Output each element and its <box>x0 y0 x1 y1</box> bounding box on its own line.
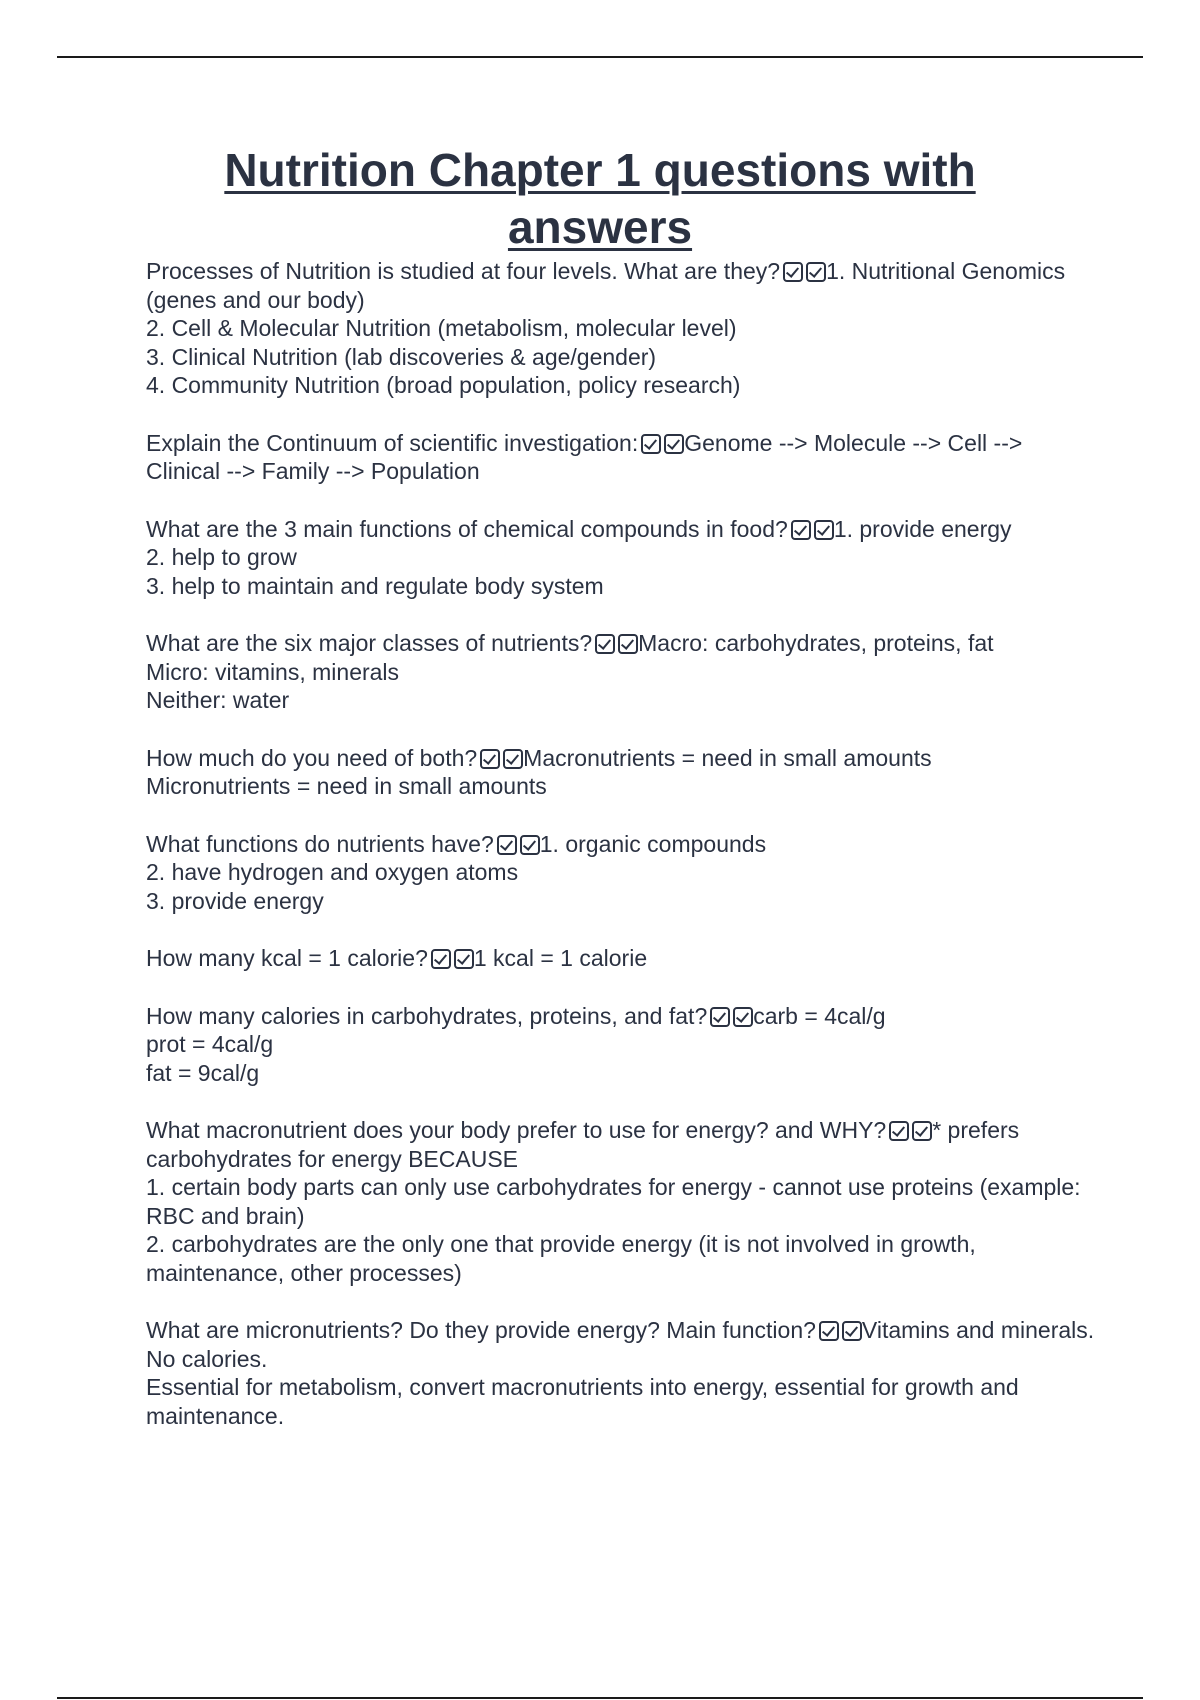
header-rule <box>57 56 1143 58</box>
question-text: Processes of Nutrition is studied at four levels. What are they? <box>146 258 781 284</box>
qa-item <box>146 830 1096 916</box>
qa-first-line <box>146 515 1096 544</box>
qa-first-line <box>146 1116 1096 1173</box>
qa-first-line <box>146 830 1096 859</box>
checkbox-icon <box>454 949 474 969</box>
answer-line: Vitamins and minerals. No calories. <box>146 1317 1095 1372</box>
checkbox-icon <box>791 520 811 540</box>
checkbox-icon <box>431 949 451 969</box>
checkbox-icon <box>814 520 834 540</box>
answer-line: 1. organic compounds <box>539 830 767 857</box>
question-text: What are the six major classes of nutrients? <box>146 630 593 656</box>
answer-line: 3. Clinical Nutrition (lab discoveries & age/gender) <box>146 343 657 370</box>
answer-line: 1. Nutritional Genomics (genes and our body) <box>146 258 1066 313</box>
qa-first-line <box>146 629 1096 658</box>
answer-line: Neither: water <box>146 687 290 713</box>
answer-line: fat = 9cal/g <box>146 1059 260 1086</box>
checkbox-icon <box>733 1007 753 1027</box>
answer-line: Macro: carbohydrates, proteins, fat <box>638 630 994 656</box>
checkbox-icon <box>819 1321 839 1341</box>
footer-rule <box>57 1697 1143 1699</box>
answer-line: 2. have hydrogen and oxygen atoms <box>146 859 519 885</box>
title-line-1: Nutrition Chapter 1 questions with <box>224 144 976 196</box>
checkbox-icon <box>889 1121 909 1141</box>
answer-line: 1. certain body parts can only use carbohydrates for energy - cannot use proteins (example: RBC and brain) <box>146 1174 1081 1229</box>
checkbox-icon <box>618 634 638 654</box>
question-text: How much do you need of both? <box>146 744 478 771</box>
qa-item <box>146 1316 1096 1430</box>
checkbox-icon <box>912 1121 932 1141</box>
question-text: How many kcal = 1 calorie? <box>146 945 428 971</box>
question-text: What are micronutrients? Do they provide energy? Main function? <box>146 1317 816 1343</box>
question-text: Explain the Continuum of scientific investigation: <box>146 429 639 456</box>
qa-first-line <box>146 744 1096 773</box>
qa-item <box>146 1116 1096 1287</box>
answer-line: 3. help to maintain and regulate body system <box>146 572 604 599</box>
answer-line: Macronutrients = need in small amounts <box>523 744 932 771</box>
answer-line: 2. carbohydrates are the only one that provide energy (it is not involved in growth, maintenance, other processes) <box>146 1231 976 1286</box>
title-line-2: answers <box>507 201 693 253</box>
qa-first-line <box>146 944 1096 973</box>
answer-line: 3. provide energy <box>146 887 324 914</box>
answer-line: prot = 4cal/g <box>146 1031 274 1057</box>
question-text: How many calories in carbohydrates, proteins, and fat? <box>146 1002 708 1029</box>
answer-line: Micronutrients = need in small amounts <box>146 773 547 799</box>
qa-item <box>146 257 1096 400</box>
checkbox-icon <box>842 1321 862 1341</box>
qa-item <box>146 744 1096 801</box>
answer-line: 4. Community Nutrition (broad population, policy research) <box>146 372 741 398</box>
question-text: What functions do nutrients have? <box>146 830 494 857</box>
checkbox-icon <box>806 262 826 282</box>
qa-item <box>146 944 1096 973</box>
answer-line: 2. help to grow <box>146 544 297 570</box>
answer-line: Genome --> Molecule --> Cell --> Clinical --> Family --> Population <box>146 429 1023 484</box>
qa-item <box>146 629 1096 715</box>
qa-item <box>146 515 1096 601</box>
checkbox-icon <box>664 434 684 454</box>
qa-item <box>146 1002 1096 1088</box>
answer-line: 1 kcal = 1 calorie <box>473 945 648 971</box>
qa-first-line <box>146 1002 1096 1031</box>
checkbox-icon <box>497 835 517 855</box>
qa-first-line <box>146 257 1096 314</box>
qa-first-line <box>146 429 1096 486</box>
qa-first-line <box>146 1316 1096 1373</box>
qa-item <box>146 429 1096 486</box>
checkbox-icon <box>641 434 661 454</box>
checkbox-icon <box>595 634 615 654</box>
question-text: What macronutrient does your body prefer to use for energy? and WHY? <box>146 1117 887 1143</box>
checkbox-icon <box>503 749 523 769</box>
page-title <box>120 142 1080 256</box>
checkbox-icon <box>520 835 540 855</box>
checkbox-icon <box>710 1007 730 1027</box>
checkbox-icon <box>783 262 803 282</box>
question-text: What are the 3 main functions of chemical compounds in food? <box>146 515 788 542</box>
qa-list <box>146 257 1096 1459</box>
answer-line: 1. provide energy <box>833 515 1012 542</box>
answer-line: Micro: vitamins, minerals <box>146 658 400 685</box>
answer-line: carb = 4cal/g <box>753 1002 886 1029</box>
checkbox-icon <box>480 749 500 769</box>
answer-line: 2. Cell & Molecular Nutrition (metabolism, molecular level) <box>146 315 737 341</box>
answer-line: * prefers carbohydrates for energy BECAUSE <box>146 1117 1020 1172</box>
answer-line: Essential for metabolism, convert macronutrients into energy, essential for growth and maintenance. <box>146 1374 1019 1429</box>
